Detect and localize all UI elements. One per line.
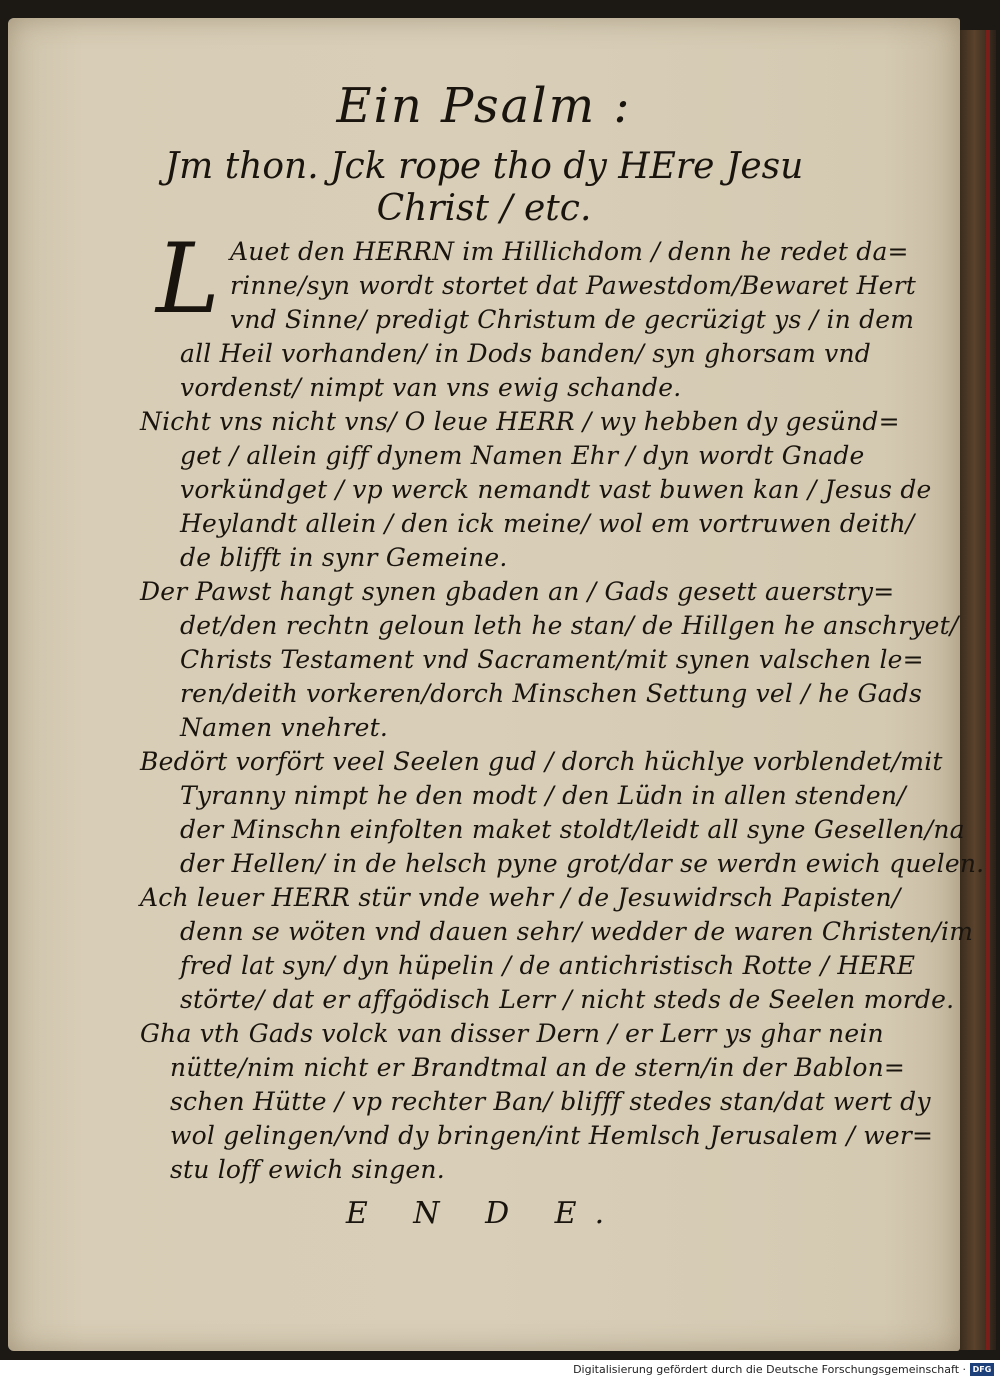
text-line: der Minschn einfolten maket stoldt/leidt all syne Gesellen/na bbox=[180, 815, 965, 844]
text-line: Auet den HERRN im Hillichdom / denn he redet da= bbox=[230, 237, 909, 266]
decorated-initial: L bbox=[156, 223, 220, 335]
text-line: Nicht vns nicht vns/ O leue HERR / wy hebben dy gesünd= bbox=[140, 407, 900, 436]
text-line: vnd Sinne/ predigt Christum de gecrüzigt ys / in dem bbox=[230, 305, 915, 334]
page-title: Ein Psalm : bbox=[336, 78, 632, 134]
subtitle-line-2: Christ / etc. bbox=[376, 188, 592, 229]
text-line: wol gelingen/vnd dy bringen/int Hemlsch Jerusalem / wer= bbox=[170, 1121, 934, 1150]
text-line: Heylandt allein / den ick meine/ wol em vortruwen deith/ bbox=[180, 509, 915, 538]
footer-bar bbox=[0, 1360, 1000, 1380]
text-line: Christs Testament vnd Sacrament/mit synen valschen le= bbox=[180, 645, 924, 674]
text-line: fred lat syn/ dyn hüpelin / de antichristisch Rotte / HERE bbox=[180, 951, 916, 980]
text-line: Namen vnehret. bbox=[180, 713, 388, 742]
subtitle-line-1: Jm thon. Jck rope tho dy HEre Jesu bbox=[164, 146, 804, 187]
text-line: Gha vth Gads volck van disser Dern / er Lerr ys ghar nein bbox=[140, 1019, 884, 1048]
text-line: der Hellen/ in de helsch pyne grot/dar se werdn ewich quelen. bbox=[180, 849, 985, 878]
ende-colophon: E N D E. bbox=[345, 1196, 623, 1231]
text-line: störte/ dat er affgödisch Lerr / nicht steds de Seelen morde. bbox=[180, 985, 955, 1014]
text-line: Der Pawst hangt synen gbaden an / Gads gesett auerstry= bbox=[140, 577, 895, 606]
text-line: denn se wöten vnd dauen sehr/ wedder de waren Christen/im bbox=[180, 917, 974, 946]
text-line: Tyranny nimpt he den modt / den Lüdn in allen stenden/ bbox=[180, 781, 906, 810]
text-line: schen Hütte / vp rechter Ban/ blifff stedes stan/dat wert dy bbox=[170, 1087, 931, 1116]
text-line: Bedört vorfört veel Seelen gud / dorch hüchlye vorblendet/mit bbox=[140, 747, 943, 776]
text-line: rinne/syn wordt stortet dat Pawestdom/Bewaret Hert bbox=[230, 271, 917, 300]
book-spine bbox=[960, 30, 996, 1350]
text-line: nütte/nim nicht er Brandtmal an de stern/in der Bablon= bbox=[170, 1053, 906, 1082]
text-line: vordenst/ nimpt van vns ewig schande. bbox=[180, 373, 682, 402]
text-line: det/den rechtn geloun leth he stan/ de Hillgen he anschryet/ bbox=[180, 611, 959, 640]
book-page bbox=[8, 18, 985, 1351]
page-text bbox=[8, 18, 985, 1351]
text-line: all Heil vorhanden/ in Dods banden/ syn ghorsam vnd bbox=[180, 339, 871, 368]
spine-red-edge bbox=[986, 30, 990, 1350]
text-line: Ach leuer HERR stür vnde wehr / de Jesuwidrsch Papisten/ bbox=[140, 883, 901, 912]
text-line: stu loff ewich singen. bbox=[170, 1155, 445, 1184]
text-line: de blifft in synr Gemeine. bbox=[180, 543, 508, 572]
text-line: get / allein giff dynem Namen Ehr / dyn wordt Gnade bbox=[180, 441, 865, 470]
text-line: vorkündget / vp werck nemandt vast buwen kan / Jesus de bbox=[180, 475, 932, 504]
text-line: ren/deith vorkeren/dorch Minschen Settung vel / he Gads bbox=[180, 679, 922, 708]
funding-credit: Digitalisierung gefördert durch die Deutsche Forschungsgemeinschaft · bbox=[573, 1363, 966, 1376]
dfg-logo-icon: DFG bbox=[970, 1363, 994, 1376]
